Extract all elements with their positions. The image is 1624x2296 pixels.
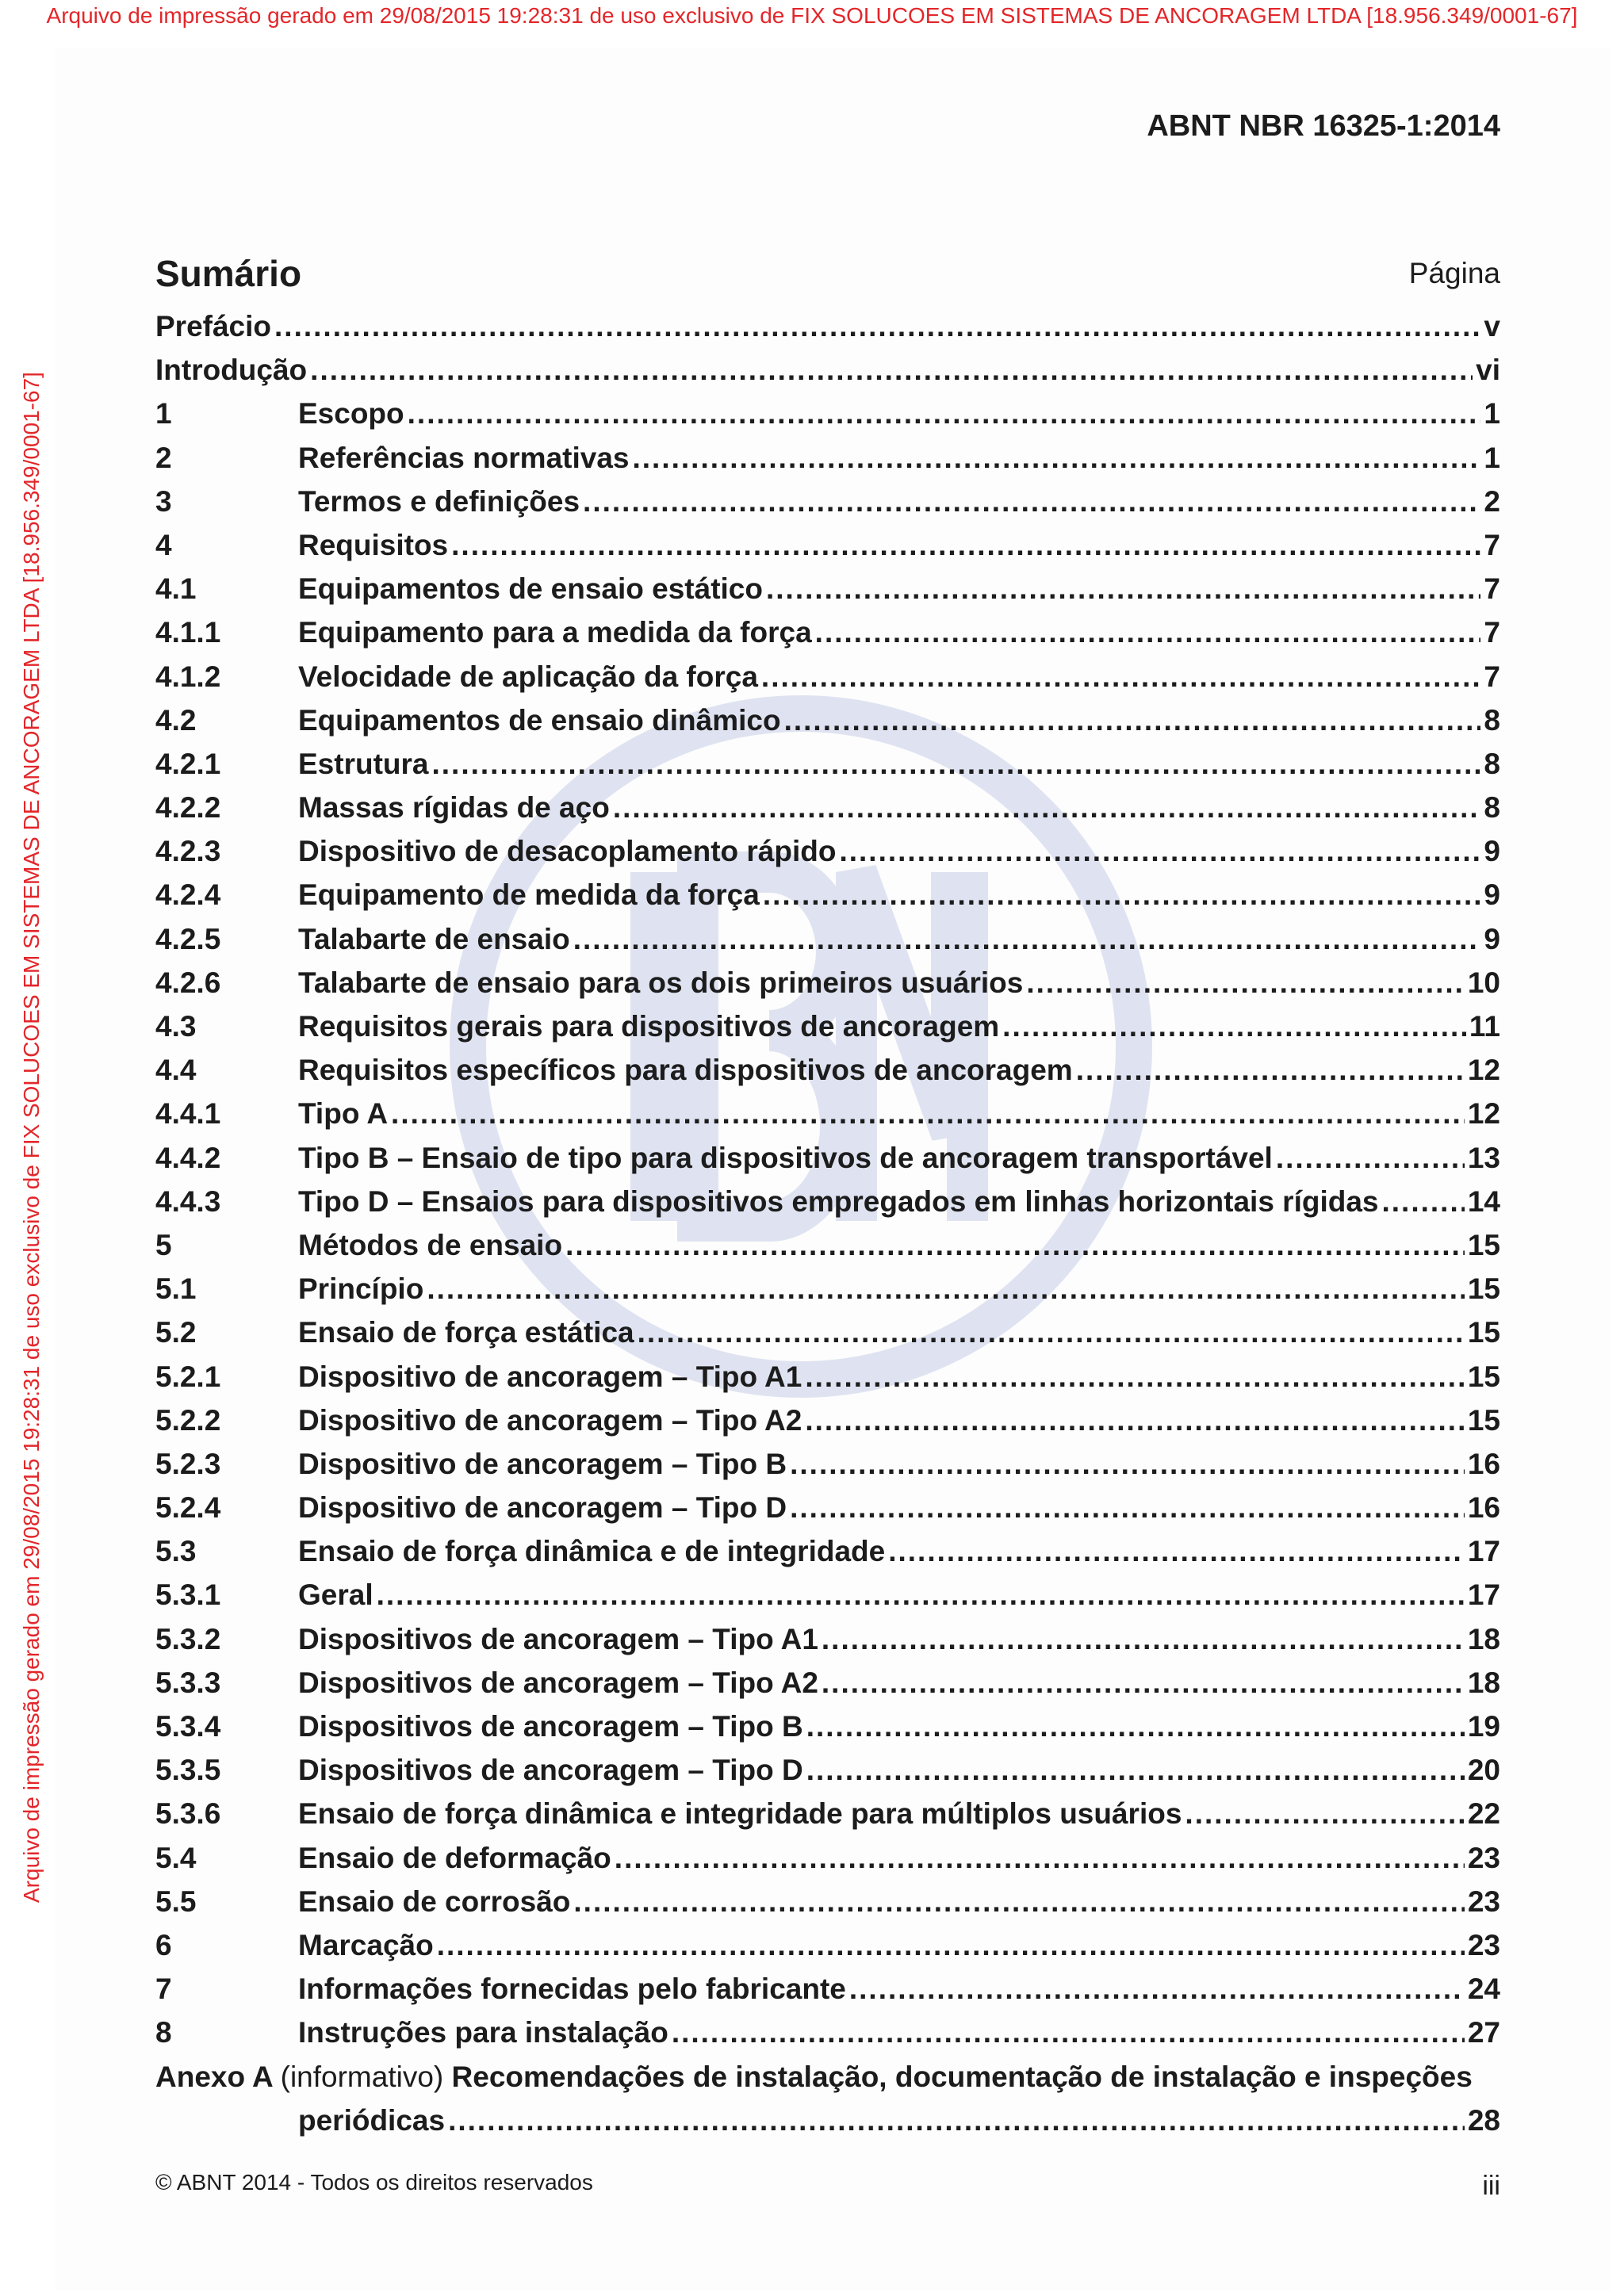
toc-entry-page: 23 xyxy=(1467,1885,1500,1918)
toc-entry-page: 15 xyxy=(1467,1316,1500,1349)
toc-entry-page: 8 xyxy=(1484,703,1500,737)
toc-entry-number: 7 xyxy=(155,1973,172,2006)
toc-entry-title: Equipamentos de ensaio estático xyxy=(298,572,763,606)
toc-entry-number: 4.2 xyxy=(155,703,197,737)
toc-entry-number: 5.3 xyxy=(155,1535,197,1568)
toc-leader-dots xyxy=(1382,1180,1465,1223)
toc-entry-page: 23 xyxy=(1467,1841,1500,1874)
toc-leader-dots xyxy=(805,1399,1465,1442)
toc-entry-title: Informações fornecidas pelo fabricante xyxy=(298,1973,846,2006)
toc-leader-dots xyxy=(377,1573,1465,1617)
footer-copyright: © ABNT 2014 - Todos os direitos reservados xyxy=(155,2170,593,2195)
toc-entry-page: 9 xyxy=(1484,835,1500,868)
toc-entry-number: 4.2.6 xyxy=(155,966,221,999)
toc-leader-dots xyxy=(638,1311,1465,1354)
toc-entry[interactable] xyxy=(155,1617,1500,1661)
toc-entry[interactable] xyxy=(155,1529,1500,1573)
toc-entry-number: 5.2.2 xyxy=(155,1403,221,1437)
toc-entry-title: Dispositivos de ancoragem – Tipo D xyxy=(298,1754,803,1787)
toc-entry-title: Instruções para instalação xyxy=(298,2016,668,2049)
toc-entry[interactable] xyxy=(155,698,1500,742)
toc-entry[interactable] xyxy=(155,1442,1500,1486)
toc-leader-dots xyxy=(391,1092,1465,1135)
toc-entry-page: 9 xyxy=(1484,878,1500,912)
toc-entry-title: Dispositivo de ancoragem – Tipo D xyxy=(298,1491,787,1525)
toc-leader-dots xyxy=(565,1223,1465,1267)
toc-leader-dots xyxy=(790,1486,1465,1529)
toc-entry-page: 8 xyxy=(1484,791,1500,825)
toc-entry-page: 1 xyxy=(1484,397,1500,430)
toc-entry-title: Dispositivos de ancoragem – Tipo A1 xyxy=(298,1622,818,1655)
toc-entry-number: 5.3.6 xyxy=(155,1797,221,1831)
toc-entry[interactable] xyxy=(155,961,1500,1004)
toc-entry-number: 5.2.3 xyxy=(155,1447,221,1480)
toc-annex-entry[interactable] xyxy=(155,2055,1500,2142)
toc-entry[interactable] xyxy=(155,1661,1500,1705)
toc-entry-title: Introdução xyxy=(155,354,308,387)
toc-entry[interactable] xyxy=(155,873,1500,916)
toc-entry-title: Ensaio de força dinâmica e integridade para múltiplos usuários xyxy=(298,1797,1182,1831)
toc-leader-dots xyxy=(806,1748,1465,1792)
toc-entry[interactable] xyxy=(155,1792,1500,1835)
toc-leader-dots xyxy=(583,480,1480,523)
toc-entry-number: 4.4.1 xyxy=(155,1097,221,1131)
toc-entry-title: Princípio xyxy=(298,1272,424,1306)
toc-leader-dots xyxy=(632,436,1480,480)
toc-entry-title: Marcação xyxy=(298,1928,434,1961)
toc-entry-number: 5.3.5 xyxy=(155,1754,221,1787)
toc-leader-dots xyxy=(806,1705,1465,1748)
toc-entry[interactable] xyxy=(155,829,1500,873)
toc-entry[interactable] xyxy=(155,392,1500,435)
toc-entry-page: 1 xyxy=(1484,441,1500,474)
toc-entry-page: 10 xyxy=(1467,966,1500,999)
toc-entry-number: 4.3 xyxy=(155,1010,197,1043)
toc-entry-number: 5.3.3 xyxy=(155,1666,221,1699)
print-watermark-side: Arquivo de impressão gerado em 29/08/2015 19:28:31 de uso exclusivo de FIX SOLUCOES EM SISTEMAS DE ANCORAGEM LTDA [18.956.349/0001-67] xyxy=(19,372,44,1903)
toc-entry-page: 15 xyxy=(1467,1228,1500,1261)
toc-entry-title: Massas rígidas de aço xyxy=(298,791,610,825)
annex-title-line1: Recomendações de instalação, documentação de instalação e inspeções xyxy=(451,2060,1473,2093)
toc-entry[interactable] xyxy=(155,1967,1500,2011)
toc-leader-dots xyxy=(448,2099,1465,2142)
toc-entry-page: 7 xyxy=(1484,528,1500,561)
annex-label: Anexo A xyxy=(155,2060,273,2093)
toc-entry-page: 17 xyxy=(1467,1535,1500,1568)
toc-entry-number: 5.3.1 xyxy=(155,1578,221,1612)
toc-entry-title: Ensaio de força dinâmica e de integridade xyxy=(298,1535,886,1568)
toc-entry-number: 4.4.3 xyxy=(155,1184,221,1218)
annex-type: (informativo) xyxy=(280,2060,444,2093)
toc-entry-number: 5.5 xyxy=(155,1885,197,1918)
toc-entry[interactable] xyxy=(155,1311,1500,1354)
toc-leader-dots xyxy=(822,1617,1465,1661)
toc-entry-title: Talabarte de ensaio para os dois primeiros usuários xyxy=(298,966,1024,999)
toc-leader-dots xyxy=(573,1880,1464,1923)
toc-entry[interactable] xyxy=(155,1836,1500,1880)
toc-entry-title: Ensaio de corrosão xyxy=(298,1885,571,1918)
toc-entry-page: 19 xyxy=(1467,1710,1500,1743)
toc-entry-page: 7 xyxy=(1484,572,1500,606)
toc-leader-dots xyxy=(437,1923,1465,1967)
toc-entry-number: 5 xyxy=(155,1228,172,1261)
toc-leader-dots xyxy=(310,348,1473,392)
toc-leader-dots xyxy=(613,786,1481,829)
toc-entry-number: 2 xyxy=(155,441,172,474)
toc-entry-page: v xyxy=(1484,310,1500,342)
toc-entry-title: Estrutura xyxy=(298,747,429,780)
toc-entry-title: Equipamento para a medida da força xyxy=(298,616,812,649)
toc-entry-page: 22 xyxy=(1467,1797,1500,1831)
toc-entry-title: Dispositivos de ancoragem – Tipo B xyxy=(298,1710,803,1743)
toc-leader-dots xyxy=(1026,961,1465,1004)
annex-page: 28 xyxy=(1467,2103,1500,2137)
toc-entry-title: Equipamento de medida da força xyxy=(298,878,760,912)
toc-entry-title: Talabarte de ensaio xyxy=(298,922,570,955)
toc-entry-page: 15 xyxy=(1467,1403,1500,1437)
toc-entry-title: Tipo D – Ensaios para dispositivos empregados em linhas horizontais rígidas xyxy=(298,1184,1379,1218)
toc-entry-number: 5.3.4 xyxy=(155,1710,221,1743)
toc-entry[interactable] xyxy=(155,1880,1500,1923)
toc-entry-number: 4 xyxy=(155,528,172,561)
toc-entry[interactable] xyxy=(155,348,1500,392)
toc-entry[interactable] xyxy=(155,523,1500,567)
toc-entry-page: 7 xyxy=(1484,660,1500,693)
toc-leader-dots xyxy=(839,829,1480,873)
toc-entry-page: 2 xyxy=(1484,484,1500,518)
toc-entry-number: 4.1.1 xyxy=(155,616,221,649)
toc-leader-dots xyxy=(822,1661,1465,1705)
toc-entry-title: Prefácio xyxy=(155,310,272,342)
toc-leader-dots xyxy=(1076,1048,1465,1092)
toc-entry-title: Ensaio de força estática xyxy=(298,1316,634,1349)
toc-leader-dots xyxy=(573,917,1481,961)
toc-entry-title: Dispositivo de ancoragem – Tipo B xyxy=(298,1447,787,1480)
toc-entry[interactable] xyxy=(155,1748,1500,1792)
toc-entry-page: 16 xyxy=(1467,1447,1500,1480)
toc-entry[interactable] xyxy=(155,610,1500,654)
toc-entry-page: 8 xyxy=(1484,747,1500,780)
toc-entry-page: 11 xyxy=(1469,1010,1500,1043)
toc-entry-title: Referências normativas xyxy=(298,441,630,474)
toc-leader-dots xyxy=(1185,1792,1464,1835)
toc-entries xyxy=(155,304,1500,2055)
toc-entry-page: 23 xyxy=(1467,1928,1500,1961)
toc-entry-page: 18 xyxy=(1467,1622,1500,1655)
toc-entry-page: 9 xyxy=(1484,922,1500,955)
toc-entry[interactable] xyxy=(155,2011,1500,2054)
toc-entry-page: 15 xyxy=(1467,1272,1500,1306)
toc-title: Sumário xyxy=(155,253,302,294)
toc-leader-dots xyxy=(763,873,1481,916)
toc-entry[interactable] xyxy=(155,917,1500,961)
toc-entry[interactable] xyxy=(155,480,1500,523)
toc-entry[interactable] xyxy=(155,1267,1500,1311)
footer-page-number: iii xyxy=(1482,2171,1500,2201)
toc-entry[interactable] xyxy=(155,1923,1500,1967)
toc-entry-number: 8 xyxy=(155,2016,172,2049)
toc-entry-page: 17 xyxy=(1467,1578,1500,1612)
table-of-contents xyxy=(155,304,1500,2142)
toc-entry-number: 4.1 xyxy=(155,572,197,606)
page-column-label: Página xyxy=(1408,257,1500,289)
toc-leader-dots xyxy=(1276,1136,1465,1180)
toc-entry-page: 20 xyxy=(1467,1754,1500,1787)
toc-leader-dots xyxy=(761,655,1481,698)
toc-entry-number: 4.2.5 xyxy=(155,922,221,955)
toc-entry-number: 6 xyxy=(155,1928,172,1961)
toc-entry[interactable] xyxy=(155,655,1500,698)
toc-leader-dots xyxy=(888,1529,1465,1573)
toc-entry-number: 4.4.2 xyxy=(155,1141,221,1174)
toc-entry-title: Ensaio de deformação xyxy=(298,1841,611,1874)
toc-leader-dots xyxy=(672,2011,1465,2054)
toc-entry-page: vi xyxy=(1476,354,1500,387)
toc-entry[interactable] xyxy=(155,436,1500,480)
toc-entry-title: Geral xyxy=(298,1578,373,1612)
toc-entry-title: Métodos de ensaio xyxy=(298,1228,563,1261)
toc-entry-title: Termos e definições xyxy=(298,484,580,518)
toc-entry-page: 12 xyxy=(1467,1097,1500,1131)
toc-entry-page: 7 xyxy=(1484,616,1500,649)
annex-line-1 xyxy=(155,2055,1500,2099)
toc-entry-title: Tipo A xyxy=(298,1097,389,1131)
toc-entry-page: 14 xyxy=(1467,1184,1500,1218)
toc-entry[interactable] xyxy=(155,1136,1500,1180)
toc-entry[interactable] xyxy=(155,304,1500,348)
toc-entry-number: 4.1.2 xyxy=(155,660,221,693)
toc-entry[interactable] xyxy=(155,1573,1500,1617)
toc-entry-title: Requisitos xyxy=(298,528,449,561)
toc-entry-number: 5.2.1 xyxy=(155,1360,221,1393)
toc-entry[interactable] xyxy=(155,742,1500,786)
toc-entry[interactable] xyxy=(155,567,1500,610)
toc-entry-number: 3 xyxy=(155,484,172,518)
toc-leader-dots xyxy=(427,1267,1465,1311)
toc-entry-number: 5.3.2 xyxy=(155,1622,221,1655)
toc-entry-title: Requisitos gerais para dispositivos de ancoragem xyxy=(298,1010,1000,1043)
toc-leader-dots xyxy=(790,1442,1465,1486)
toc-entry-number: 4.4 xyxy=(155,1054,197,1087)
toc-entry[interactable] xyxy=(155,1705,1500,1748)
toc-entry-number: 1 xyxy=(155,397,172,430)
toc-leader-dots xyxy=(766,567,1480,610)
toc-entry[interactable] xyxy=(155,1048,1500,1092)
toc-entry-title: Equipamentos de ensaio dinâmico xyxy=(298,703,781,737)
toc-entry-title: Dispositivo de desacoplamento rápido xyxy=(298,835,837,868)
toc-entry[interactable] xyxy=(155,1092,1500,1135)
annex-line-2 xyxy=(155,2099,1500,2142)
toc-entry-title: Requisitos específicos para dispositivos de ancoragem xyxy=(298,1054,1073,1087)
toc-leader-dots xyxy=(805,1355,1465,1399)
toc-entry-page: 16 xyxy=(1467,1491,1500,1525)
toc-entry-title: Dispositivo de ancoragem – Tipo A1 xyxy=(298,1360,802,1393)
toc-entry-number: 5.1 xyxy=(155,1272,197,1306)
toc-entry-number: 5.2.4 xyxy=(155,1491,221,1525)
toc-entry[interactable] xyxy=(155,1180,1500,1223)
toc-entry-number: 5.2 xyxy=(155,1316,197,1349)
toc-entry[interactable] xyxy=(155,1355,1500,1399)
toc-leader-dots xyxy=(451,523,1480,567)
toc-entry-page: 24 xyxy=(1467,1973,1500,2006)
toc-entry-number: 4.2.1 xyxy=(155,747,221,780)
toc-entry[interactable] xyxy=(155,1004,1500,1048)
toc-leader-dots xyxy=(784,698,1481,742)
toc-entry-number: 4.2.4 xyxy=(155,878,221,912)
toc-entry-number: 5.4 xyxy=(155,1841,197,1874)
toc-entry[interactable] xyxy=(155,786,1500,829)
toc-entry-number: 4.2.3 xyxy=(155,835,221,868)
toc-entry-title: Escopo xyxy=(298,397,404,430)
toc-entry-page: 13 xyxy=(1467,1141,1500,1174)
toc-leader-dots xyxy=(815,610,1481,654)
toc-leader-dots xyxy=(274,304,1480,348)
toc-entry-page: 27 xyxy=(1467,2016,1500,2049)
toc-entry-title: Tipo B – Ensaio de tipo para dispositivos de ancoragem transportável xyxy=(298,1141,1273,1174)
toc-entry[interactable] xyxy=(155,1223,1500,1267)
toc-entry-title: Dispositivo de ancoragem – Tipo A2 xyxy=(298,1403,802,1437)
toc-entry-title: Dispositivos de ancoragem – Tipo A2 xyxy=(298,1666,818,1699)
toc-entry-page: 15 xyxy=(1467,1360,1500,1393)
toc-entry-title: Velocidade de aplicação da força xyxy=(298,660,758,693)
print-watermark-top: Arquivo de impressão gerado em 29/08/2015 19:28:31 de uso exclusivo de FIX SOLUCOES EM SISTEMAS DE ANCORAGEM LTDA [18.956.349/0001-67] xyxy=(46,3,1578,28)
annex-heading xyxy=(155,2055,1473,2099)
toc-entry-page: 18 xyxy=(1467,1666,1500,1699)
annex-title-line2: periódicas xyxy=(298,2103,446,2137)
toc-entry-page: 12 xyxy=(1467,1054,1500,1087)
toc-entry[interactable] xyxy=(155,1486,1500,1529)
toc-leader-dots xyxy=(615,1836,1465,1880)
toc-leader-dots xyxy=(1002,1004,1466,1048)
toc-leader-dots xyxy=(408,392,1481,435)
toc-entry[interactable] xyxy=(155,1399,1500,1442)
toc-leader-dots xyxy=(849,1967,1465,2011)
toc-entry-number: 4.2.2 xyxy=(155,791,221,825)
toc-leader-dots xyxy=(431,742,1480,786)
standard-number: ABNT NBR 16325-1:2014 xyxy=(1147,109,1500,143)
